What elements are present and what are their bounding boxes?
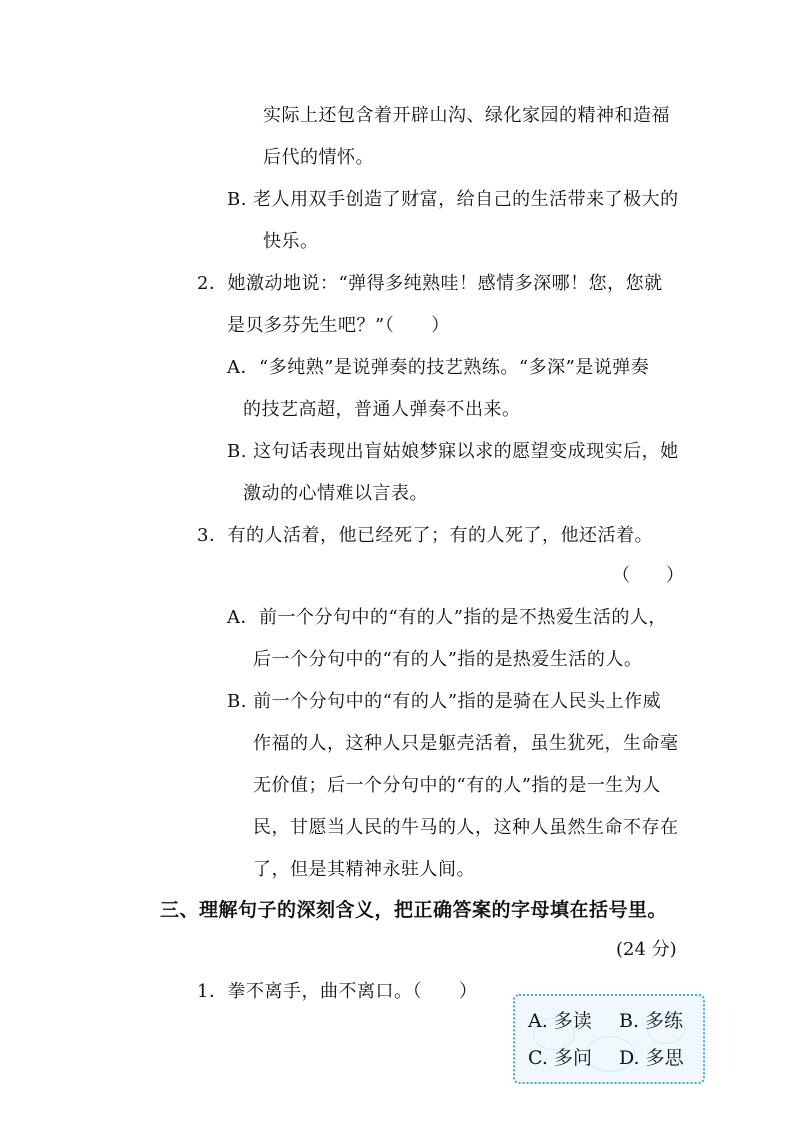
answer-option-d: D. 多思 <box>619 1047 684 1069</box>
question-2-option-b-line2: 激动的心情难以言表。 <box>243 483 428 504</box>
prev-option-a-line2: 后代的情怀。 <box>263 147 374 168</box>
prev-option-b-line1: B. 老人用双手创造了财富，给自己的生活带来了极大的 <box>227 189 679 210</box>
question-3-option-b-line1: B. 前一个分句中的“有的人”指的是骑在人民头上作威 <box>227 691 662 712</box>
question-2-line1: 2．她激动地说：“弹得多纯熟哇！感情多深哪！您，您就 <box>197 273 663 294</box>
question-3-option-b-line2: 作福的人，这种人只是躯壳活着，虽生犹死，生命毫 <box>253 733 679 754</box>
question-2-option-a-line2: 的技艺高超，普通人弹奏不出来。 <box>243 399 521 420</box>
section-3-question-1: 1．拳不离手，曲不离口。（ ） <box>197 981 478 1002</box>
answer-option-c: C. 多问 <box>528 1047 592 1069</box>
question-3-option-b-line5: 了，但是其精神永驻人间。 <box>253 859 475 880</box>
section-3-score: (24 分) <box>616 939 677 960</box>
answer-option-a: A. 多读 <box>528 1010 592 1032</box>
answer-options-box <box>513 994 705 1084</box>
answer-option-b: B. 多练 <box>619 1010 684 1032</box>
question-2-option-a-line1: A．“多纯熟”是说弹奏的技艺熟练。“多深”是说弹奏 <box>227 357 650 378</box>
question-3-answer-paren: （ ） <box>612 565 684 586</box>
question-3-option-b-line4: 民，甘愿当人民的牛马的人，这种人虽然生命不存在 <box>253 817 679 838</box>
section-3-title: 三、理解句子的深刻含义，把正确答案的字母填在括号里。 <box>160 899 668 921</box>
question-2-line2: 是贝多芬先生吧？”（ ） <box>227 315 450 336</box>
question-3-option-b-line3: 无价值；后一个分句中的“有的人”指的是一生为人 <box>253 775 661 796</box>
question-3-option-a-line2: 后一个分句中的“有的人”指的是热爱生活的人。 <box>253 649 643 670</box>
question-2-option-b-line1: B. 这句话表现出盲姑娘梦寐以求的愿望变成现实后，她 <box>227 441 679 462</box>
question-3-option-a-line1: A．前一个分句中的“有的人”指的是不热爱生活的人， <box>227 607 667 628</box>
question-3-line1: 3．有的人活着，他已经死了；有的人死了，他还活着。 <box>197 525 653 546</box>
prev-option-a-line1: 实际上还包含着开辟山沟、绿化家园的精神和造福 <box>263 105 670 126</box>
prev-option-b-line2: 快乐。 <box>263 231 319 252</box>
